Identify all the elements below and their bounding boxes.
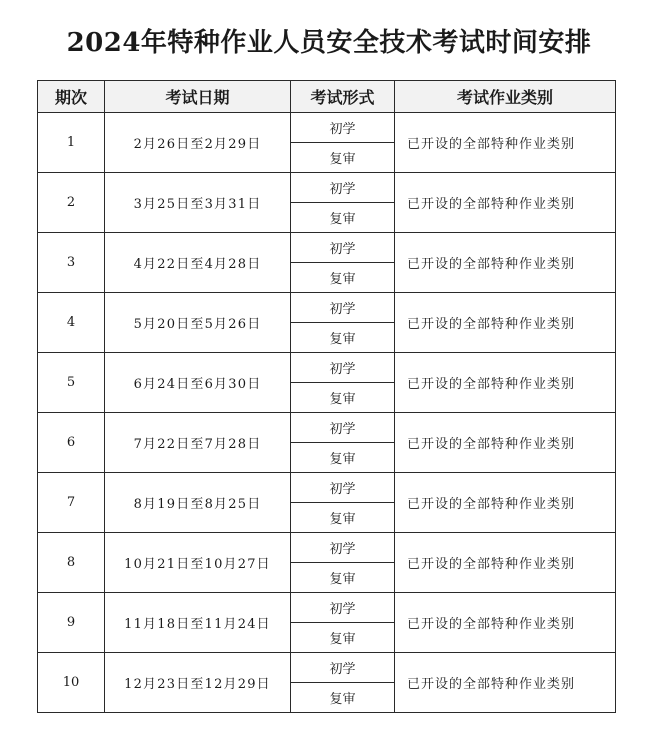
header-exam-date: 考试日期: [105, 81, 291, 113]
table-row: [38, 293, 616, 323]
table-row: [38, 653, 616, 683]
exam-form-initial-cell: 初学: [291, 593, 395, 623]
header-exam-category: 考试作业类别: [395, 81, 616, 113]
table-row: [38, 473, 616, 503]
table-header-row: [38, 81, 616, 113]
exam-date-cell: 4月22日至4月28日: [105, 233, 291, 293]
table-row: [38, 593, 616, 623]
table-body: [38, 113, 616, 713]
exam-form-initial-cell: 初学: [291, 353, 395, 383]
exam-form-review-cell: 复审: [291, 323, 395, 353]
exam-category-cell: 已开设的全部特种作业类别: [395, 113, 616, 173]
exam-date-cell: 6月24日至6月30日: [105, 353, 291, 413]
period-cell: 9: [38, 593, 105, 653]
header-exam-form: 考试形式: [291, 81, 395, 113]
table-row: [38, 113, 616, 143]
table-row: [38, 173, 616, 203]
table-row: [38, 353, 616, 383]
exam-form-review-cell: 复审: [291, 263, 395, 293]
exam-form-review-cell: 复审: [291, 563, 395, 593]
table-row: [38, 233, 616, 263]
exam-form-review-cell: 复审: [291, 203, 395, 233]
exam-category-cell: 已开设的全部特种作业类别: [395, 533, 616, 593]
exam-date-cell: 2月26日至2月29日: [105, 113, 291, 173]
exam-date-cell: 8月19日至8月25日: [105, 473, 291, 533]
exam-category-cell: 已开设的全部特种作业类别: [395, 233, 616, 293]
exam-form-initial-cell: 初学: [291, 473, 395, 503]
exam-form-review-cell: 复审: [291, 443, 395, 473]
exam-category-cell: 已开设的全部特种作业类别: [395, 293, 616, 353]
period-cell: 1: [38, 113, 105, 173]
period-cell: 3: [38, 233, 105, 293]
period-cell: 10: [38, 653, 105, 713]
period-cell: 8: [38, 533, 105, 593]
exam-form-initial-cell: 初学: [291, 233, 395, 263]
header-period: 期次: [38, 81, 105, 113]
exam-date-cell: 7月22日至7月28日: [105, 413, 291, 473]
exam-date-cell: 5月20日至5月26日: [105, 293, 291, 353]
exam-category-cell: 已开设的全部特种作业类别: [395, 473, 616, 533]
exam-date-cell: 10月21日至10月27日: [105, 533, 291, 593]
exam-form-review-cell: 复审: [291, 623, 395, 653]
exam-date-cell: 11月18日至11月24日: [105, 593, 291, 653]
exam-form-review-cell: 复审: [291, 143, 395, 173]
exam-date-cell: 12月23日至12月29日: [105, 653, 291, 713]
exam-form-review-cell: 复审: [291, 383, 395, 413]
exam-form-initial-cell: 初学: [291, 533, 395, 563]
period-cell: 6: [38, 413, 105, 473]
period-cell: 4: [38, 293, 105, 353]
exam-category-cell: 已开设的全部特种作业类别: [395, 353, 616, 413]
exam-form-review-cell: 复审: [291, 503, 395, 533]
exam-form-initial-cell: 初学: [291, 173, 395, 203]
exam-form-review-cell: 复审: [291, 683, 395, 713]
table-row: [38, 533, 616, 563]
exam-form-initial-cell: 初学: [291, 113, 395, 143]
exam-schedule-table: [37, 80, 616, 713]
page-title: 2024年特种作业人员安全技术考试时间安排: [66, 28, 592, 58]
exam-form-initial-cell: 初学: [291, 413, 395, 443]
exam-category-cell: 已开设的全部特种作业类别: [395, 173, 616, 233]
exam-category-cell: 已开设的全部特种作业类别: [395, 593, 616, 653]
period-cell: 2: [38, 173, 105, 233]
exam-category-cell: 已开设的全部特种作业类别: [395, 413, 616, 473]
table-row: [38, 413, 616, 443]
period-cell: 7: [38, 473, 105, 533]
period-cell: 5: [38, 353, 105, 413]
exam-form-initial-cell: 初学: [291, 653, 395, 683]
exam-form-initial-cell: 初学: [291, 293, 395, 323]
exam-date-cell: 3月25日至3月31日: [105, 173, 291, 233]
exam-category-cell: 已开设的全部特种作业类别: [395, 653, 616, 713]
